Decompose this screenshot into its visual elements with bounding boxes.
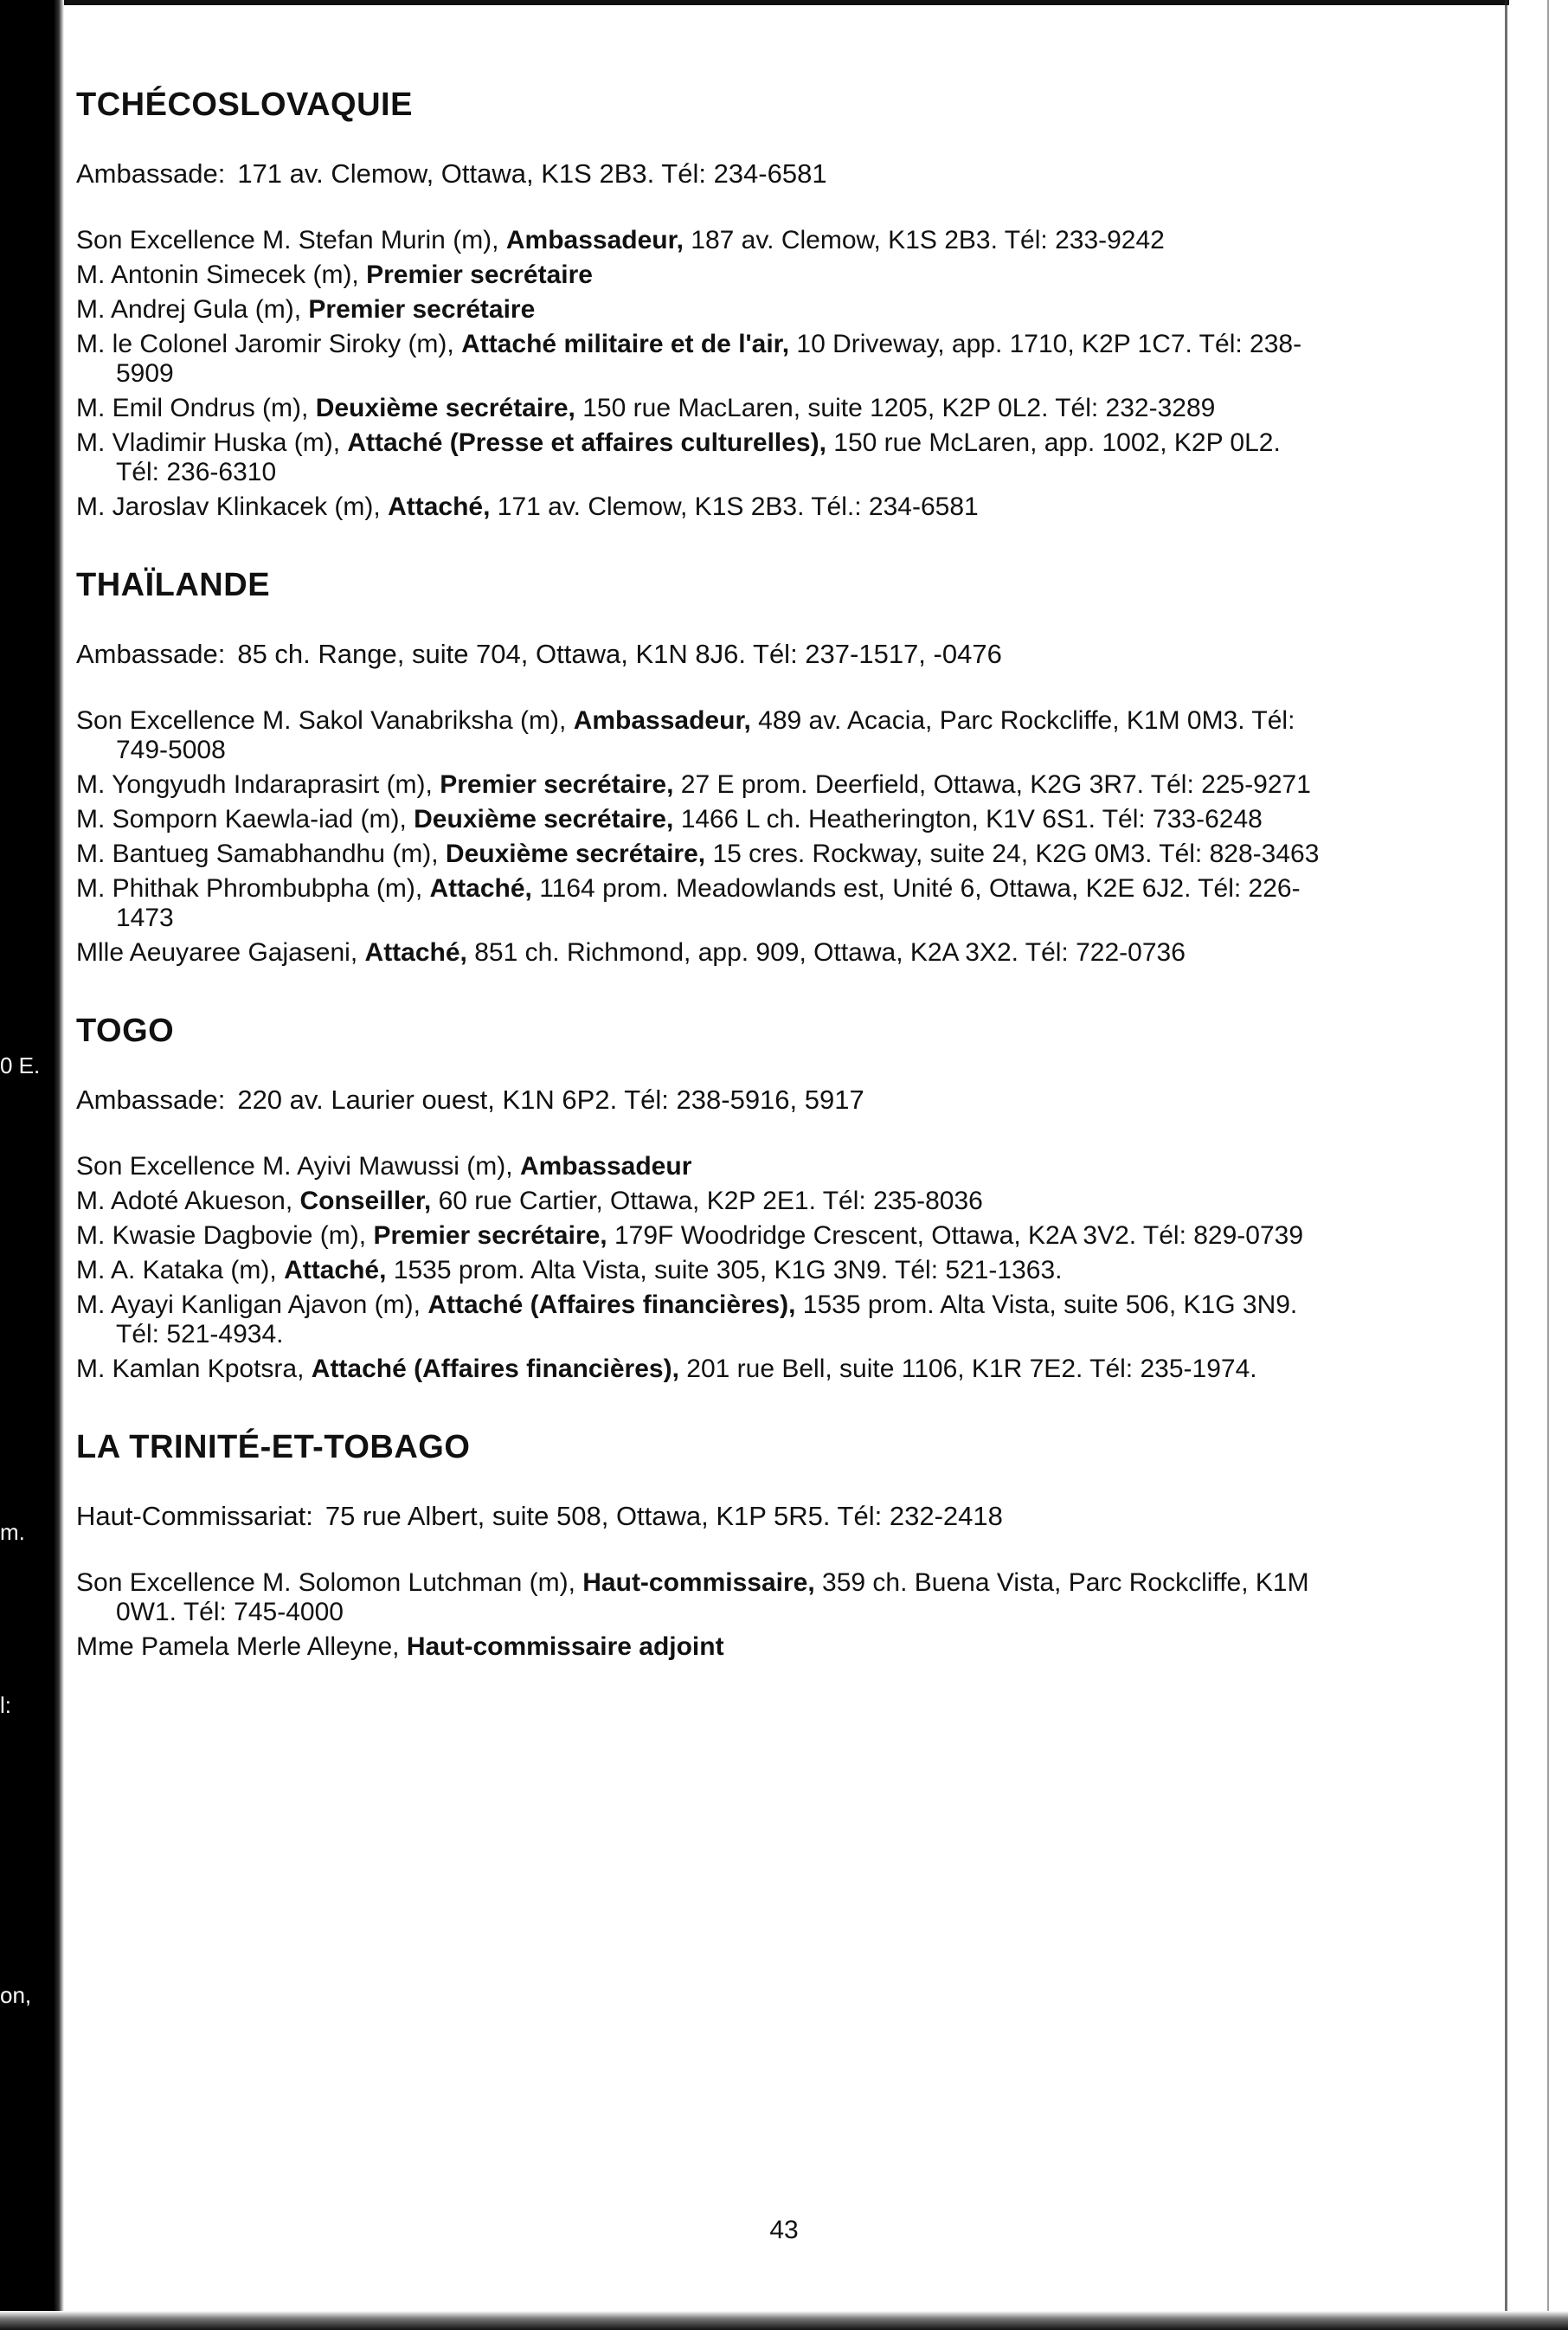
diplomat-details: 201 rue Bell, suite 1106, K1R 7E2. Tél: 235-1974. (686, 1355, 1257, 1383)
diplomat-details: 1535 prom. Alta Vista, suite 305, K1G 3N9. Tél: 521-1363. (393, 1256, 1063, 1284)
directory-content (76, 87, 1322, 1707)
country-section (76, 1013, 1322, 1384)
diplomat-details: 60 rue Cartier, Ottawa, K2P 2E1. Tél: 235-8036 (438, 1187, 983, 1215)
diplomat-title: Ambassadeur (519, 1152, 692, 1181)
country-heading: THAÏLANDE (76, 567, 271, 603)
diplomat-details: 359 ch. Buena Vista, Parc Rockcliffe, K1M 0W1. Tél: 745-4000 (116, 1568, 1309, 1626)
diplomat-name: M. Vladimir Huska (m), (76, 428, 341, 457)
diplomat-entry (76, 428, 1322, 487)
diplomat-entry (76, 492, 1322, 522)
diplomat-title: Attaché, (429, 874, 532, 903)
diplomat-title: Attaché militaire et de l'air, (461, 330, 790, 358)
mission-address (76, 1085, 1322, 1116)
diplomat-title: Ambassadeur, (573, 706, 751, 735)
address-value: 85 ch. Range, suite 704, Ottawa, K1N 8J6. Tél: 237-1517, -0476 (237, 639, 1002, 669)
diplomat-details: 171 av. Clemow, K1S 2B3. Tél.: 234-6581 (497, 492, 979, 521)
diplomat-title: Attaché, (284, 1256, 387, 1284)
diplomat-name: M. Emil Ondrus (m), (76, 394, 309, 422)
diplomat-details: 851 ch. Richmond, app. 909, Ottawa, K2A 3X2. Tél: 722-0736 (474, 938, 1186, 967)
diplomat-title: Conseiller, (299, 1187, 432, 1215)
country-heading: LA TRINITÉ-ET-TOBAGO (76, 1429, 471, 1465)
margin-fragment: on, (0, 1982, 32, 2008)
diplomat-details: 1164 prom. Meadowlands est, Unité 6, Ottawa, K2E 6J2. Tél: 226-1473 (116, 874, 1301, 932)
diplomat-entry (76, 1632, 1322, 1662)
diplomat-title: Attaché, (364, 938, 467, 967)
bottom-edge-shadow (0, 2311, 1568, 2330)
address-value: 75 rue Albert, suite 508, Ottawa, K1P 5R5. Tél: 232-2418 (325, 1501, 1003, 1531)
diplomat-title: Deuxième secrétaire, (414, 805, 674, 834)
diplomat-entry (76, 938, 1322, 968)
address-label: Haut-Commissariat: (76, 1501, 313, 1531)
diplomat-entry (76, 840, 1322, 869)
country-section (76, 87, 1322, 522)
page-number: 43 (769, 2216, 799, 2244)
diplomat-details: 15 cres. Rockway, suite 24, K2G 0M3. Tél: 828-3463 (712, 840, 1320, 868)
diplomat-name: Son Excellence M. Stefan Murin (m), (76, 226, 499, 254)
diplomat-details: 1535 prom. Alta Vista, suite 506, K1G 3N9. Tél: 521-4934. (116, 1291, 1298, 1348)
margin-fragment: 0 E. (0, 1052, 41, 1078)
diplomat-entry (76, 1355, 1322, 1384)
diplomat-entry (76, 295, 1322, 325)
page-edge-line (1505, 0, 1507, 2330)
address-label: Ambassade: (76, 158, 226, 189)
address-value: 220 av. Laurier ouest, K1N 6P2. Tél: 238-5916, 5917 (237, 1085, 864, 1115)
page-edge-line-outer (1547, 0, 1549, 2330)
diplomat-entry (76, 805, 1322, 834)
address-value: 171 av. Clemow, Ottawa, K1S 2B3. Tél: 234-6581 (237, 158, 827, 189)
country-section (76, 567, 1322, 968)
diplomat-entry (76, 706, 1322, 765)
diplomat-title: Haut-commissaire adjoint (406, 1632, 724, 1661)
diplomat-title: Deuxième secrétaire, (315, 394, 575, 422)
diplomat-title: Premier secrétaire, (440, 770, 674, 799)
diplomat-entry (76, 394, 1322, 423)
diplomat-entry (76, 770, 1322, 800)
diplomat-entry (76, 1187, 1322, 1216)
diplomat-details: 150 rue MacLaren, suite 1205, K2P 0L2. Tél: 232-3289 (582, 394, 1216, 422)
diplomat-details: 10 Driveway, app. 1710, K2P 1C7. Tél: 238-5909 (116, 330, 1302, 388)
diplomat-name: M. le Colonel Jaromir Siroky (m), (76, 330, 454, 358)
diplomat-name: M. Bantueg Samabhandhu (m), (76, 840, 439, 868)
diplomat-name: M. Adoté Akueson, (76, 1187, 293, 1215)
diplomat-name: Son Excellence M. Sakol Vanabriksha (m), (76, 706, 567, 735)
diplomat-name: M. Andrej Gula (m), (76, 295, 302, 324)
top-edge-line (64, 0, 1509, 5)
margin-fragment: m. (0, 1519, 25, 1545)
diplomat-name: Son Excellence M. Solomon Lutchman (m), (76, 1568, 575, 1597)
diplomat-title: Deuxième secrétaire, (445, 840, 706, 868)
diplomat-entry (76, 1221, 1322, 1251)
country-heading: TOGO (76, 1013, 175, 1049)
diplomat-entry (76, 226, 1322, 255)
mission-address (76, 158, 1322, 190)
diplomat-name: M. Antonin Simecek (m), (76, 261, 359, 289)
diplomat-name: M. Kwasie Dagbovie (m), (76, 1221, 367, 1250)
diplomat-entry (76, 330, 1322, 389)
diplomat-entry (76, 1291, 1322, 1349)
diplomat-title: Attaché (Affaires financières), (427, 1291, 796, 1319)
address-label: Ambassade: (76, 639, 226, 669)
diplomat-details: 489 av. Acacia, Parc Rockcliffe, K1M 0M3. Tél: 749-5008 (116, 706, 1295, 764)
diplomat-details: 179F Woodridge Crescent, Ottawa, K2A 3V2. Tél: 829-0739 (614, 1221, 1304, 1250)
diplomat-entry (76, 1152, 1322, 1181)
country-section (76, 1429, 1322, 1662)
diplomat-name: M. Phithak Phrombubpha (m), (76, 874, 423, 903)
diplomat-name: M. Kamlan Kpotsra, (76, 1355, 305, 1383)
diplomat-name: M. A. Kataka (m), (76, 1256, 277, 1284)
address-label: Ambassade: (76, 1085, 226, 1115)
country-heading: TCHÉCOSLOVAQUIE (76, 87, 413, 123)
diplomat-entry (76, 261, 1322, 290)
diplomat-title: Attaché (Affaires financières), (311, 1355, 679, 1383)
margin-fragment: l: (0, 1692, 11, 1718)
diplomat-name: M. Ayayi Kanligan Ajavon (m), (76, 1291, 421, 1319)
diplomat-entry (76, 1256, 1322, 1285)
diplomat-title: Premier secrétaire, (373, 1221, 607, 1250)
mission-address (76, 1501, 1322, 1532)
diplomat-title: Attaché, (388, 492, 491, 521)
mission-address (76, 639, 1322, 670)
book-spine-shadow (0, 0, 64, 2330)
diplomat-name: M. Jaroslav Klinkacek (m), (76, 492, 381, 521)
diplomat-entry (76, 1568, 1322, 1627)
diplomat-title: Premier secrétaire (366, 261, 593, 289)
diplomat-name: Mme Pamela Merle Alleyne, (76, 1632, 400, 1661)
diplomat-title: Attaché (Presse et affaires culturelles), (347, 428, 826, 457)
diplomat-details: 1466 L ch. Heatherington, K1V 6S1. Tél: 733-6248 (680, 805, 1263, 834)
diplomat-name: M. Somporn Kaewla-iad (m), (76, 805, 407, 834)
diplomat-details: 150 rue McLaren, app. 1002, K2P 0L2. Tél: 236-6310 (116, 428, 1281, 486)
diplomat-name: M. Yongyudh Indaraprasirt (m), (76, 770, 433, 799)
diplomat-title: Ambassadeur, (505, 226, 684, 254)
diplomat-entry (76, 874, 1322, 933)
diplomat-title: Premier secrétaire (308, 295, 536, 324)
diplomat-title: Haut-commissaire, (582, 1568, 815, 1597)
diplomat-name: Son Excellence M. Ayivi Mawussi (m), (76, 1152, 513, 1181)
diplomat-details: 27 E prom. Deerfield, Ottawa, K2G 3R7. Tél: 225-9271 (680, 770, 1311, 799)
diplomat-details: 187 av. Clemow, K1S 2B3. Tél: 233-9242 (691, 226, 1165, 254)
diplomat-name: Mlle Aeuyaree Gajaseni, (76, 938, 358, 967)
